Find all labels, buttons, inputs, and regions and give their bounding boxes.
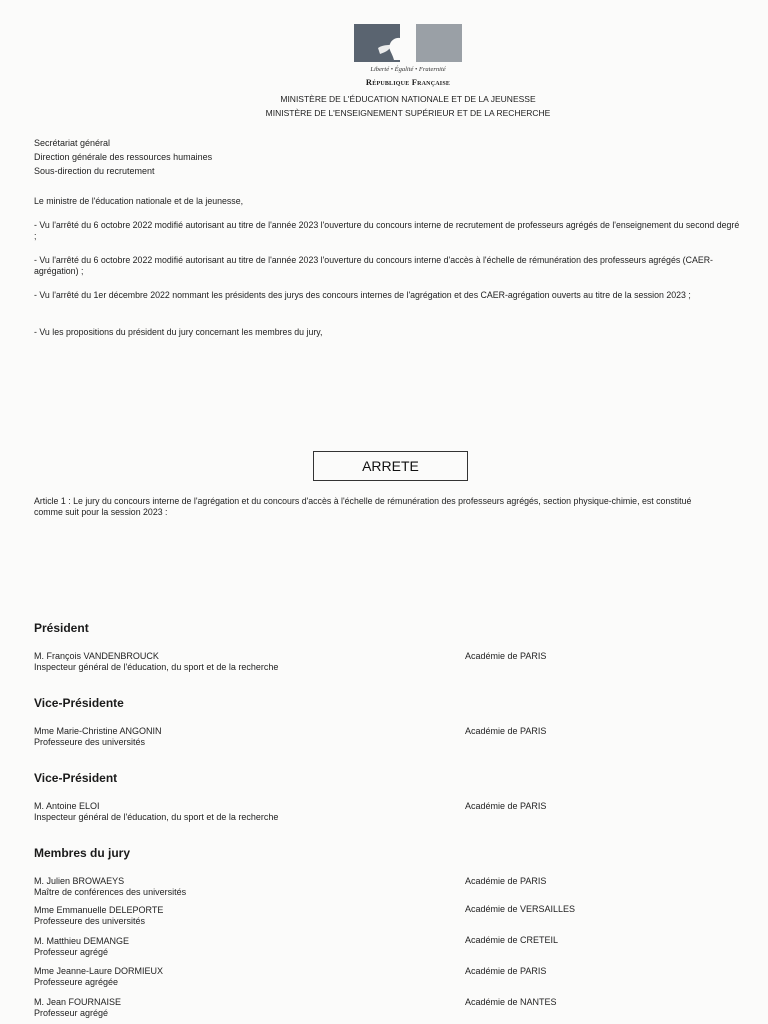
person-role: Professeure des universités bbox=[34, 737, 146, 747]
person-role: Maître de conférences des universités bbox=[34, 887, 187, 897]
person-role: Professeur agrégé bbox=[34, 947, 109, 957]
jury-member bbox=[34, 936, 434, 958]
jury-member bbox=[34, 876, 434, 898]
jury-member-academie: Académie de NANTES bbox=[465, 997, 557, 1007]
person-name: Mme Jeanne-Laure DORMIEUX bbox=[34, 966, 164, 976]
vice-president-entry bbox=[34, 801, 434, 823]
vice-president-academie: Académie de PARIS bbox=[465, 801, 547, 811]
republique-francaise: République Française bbox=[365, 77, 451, 87]
service-line-2: Direction générale des ressources humaines bbox=[34, 152, 213, 162]
jury-member bbox=[34, 997, 434, 1019]
person-name: M. Antoine ELOI bbox=[34, 801, 100, 811]
preamble-vu-3: - Vu l'arrêté du 1er décembre 2022 nommant les présidents des jurys des concours internes de l'agrégation et des CAER-agrégation ouverts au titre de la session 2023 ; bbox=[34, 290, 691, 300]
section-membres: Membres du jury bbox=[34, 846, 131, 860]
jury-member bbox=[34, 905, 434, 927]
marianne-logo bbox=[354, 24, 462, 62]
article-1: Article 1 : Le jury du concours interne de l'agrégation et du concours d'accès à l'échelle de rémunération des professeurs agrégés, section physique-chimie, est constitué comme suit pour la session 2023 : bbox=[34, 496, 692, 517]
section-president: Président bbox=[34, 621, 89, 635]
vice-presidente-entry bbox=[34, 726, 434, 748]
vice-presidente-academie: Académie de PARIS bbox=[465, 726, 547, 736]
person-role: Inspecteur général de l'éducation, du sport et de la recherche bbox=[34, 662, 279, 672]
section-vice-presidente: Vice-Présidente bbox=[34, 696, 124, 710]
jury-member-academie: Académie de PARIS bbox=[465, 966, 547, 976]
person-role: Inspecteur général de l'éducation, du sport et de la recherche bbox=[34, 812, 279, 822]
person-name: M. François VANDENBROUCK bbox=[34, 651, 159, 661]
section-vice-president: Vice-Président bbox=[34, 771, 118, 785]
person-role: Professeure des universités bbox=[34, 916, 146, 926]
jury-member-academie: Académie de CRETEIL bbox=[465, 935, 559, 945]
person-name: M. Jean FOURNAISE bbox=[34, 997, 122, 1007]
person-name: M. Julien BROWAEYS bbox=[34, 876, 125, 886]
service-line-3: Sous-direction du recrutement bbox=[34, 166, 155, 176]
arrete-title: ARRETE bbox=[313, 451, 468, 481]
republic-motto: Liberté • Égalité • Fraternité bbox=[370, 66, 446, 73]
service-line-1: Secrétariat général bbox=[34, 138, 111, 148]
preamble-vu-4: - Vu les propositions du président du jury concernant les membres du jury, bbox=[34, 327, 323, 337]
person-role: Professeure agrégée bbox=[34, 977, 119, 987]
president-entry bbox=[34, 651, 434, 673]
marianne-profile-icon bbox=[374, 30, 416, 60]
preamble-vu-2: - Vu l'arrêté du 6 octobre 2022 modifié autorisant au titre de l'année 2023 l'ouverture du concours interne d'accès à l'échelle de rémunération des professeurs agrégés (CAER-agrégation) ; bbox=[34, 255, 713, 276]
preamble-intro: Le ministre de l'éducation nationale et de la jeunesse, bbox=[34, 196, 244, 206]
person-role: Professeur agrégé bbox=[34, 1008, 109, 1018]
person-name: M. Matthieu DEMANGE bbox=[34, 936, 130, 946]
jury-member-academie: Académie de PARIS bbox=[465, 876, 547, 886]
ministry-education: MINISTÈRE DE L'ÉDUCATION NATIONALE ET DE LA JEUNESSE bbox=[280, 94, 536, 104]
jury-member bbox=[34, 966, 434, 988]
jury-member-academie: Académie de VERSAILLES bbox=[465, 904, 576, 914]
president-academie: Académie de PARIS bbox=[465, 651, 547, 661]
person-name: Mme Marie-Christine ANGONIN bbox=[34, 726, 162, 736]
preamble-vu-1: - Vu l'arrêté du 6 octobre 2022 modifié autorisant au titre de l'année 2023 l'ouverture du concours interne de recrutement de professeurs agrégés de l'enseignement du second degré ; bbox=[34, 220, 740, 241]
ministry-higher-education: MINISTÈRE DE L'ENSEIGNEMENT SUPÉRIEUR ET DE LA RECHERCHE bbox=[265, 108, 551, 118]
person-name: Mme Emmanuelle DELEPORTE bbox=[34, 905, 164, 915]
